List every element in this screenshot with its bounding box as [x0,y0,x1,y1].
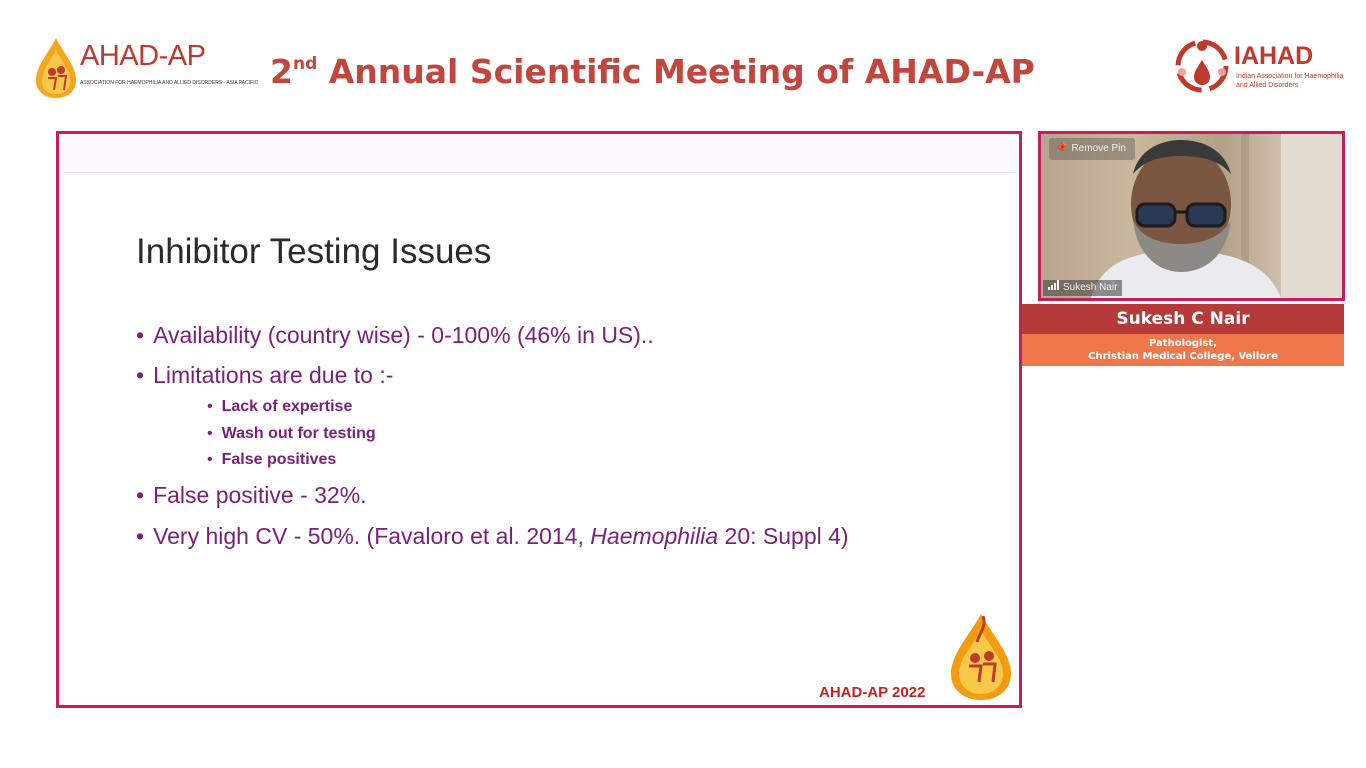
ahad-ap-logo [32,34,259,102]
slide-title: Inhibitor Testing Issues [136,232,492,271]
title-ordinal-suffix: nd [292,54,318,74]
speaker-affiliation-banner [1022,334,1344,366]
iahad-logo-subtitle: Indian Association for Haemophilia and Allied Disorders [1236,73,1344,89]
ahad-ap-logo-subtitle: ASSOCIATION FOR HAEMOPHILIA AND ALLIED DISORDERS - ASIA PACIFIC [80,80,259,86]
bullet-false-positive: • False positive - 32%. [136,482,367,508]
iahad-logo [1172,36,1352,98]
speaker-affiliation: Christian Medical College, Vellore [1088,351,1278,362]
participant-name-tag [1043,280,1122,296]
bullet-high-cv: • Very high CV - 50%. (Favaloro et al. 2014, Haemophilia 20: Suppl 4) [136,523,849,549]
speaker-name-banner: Sukesh C Nair [1022,304,1344,334]
sub-bullet-washout: • Wash out for testing [207,425,376,442]
iahad-logo-text: IAHAD [1234,42,1314,70]
speaker-video-tile[interactable] [1038,131,1345,301]
journal-name: Haemophilia [590,523,719,549]
slide-footer-tag: AHAD-AP 2022 [819,684,926,701]
bullet-availability: • Availability (country wise) - 0-100% (46% in US).. [136,322,654,348]
speaker-role: Pathologist, [1149,338,1217,349]
ahad-ap-logo-text: AHAD-AP [80,40,206,72]
pin-icon: 📌 [1055,143,1068,154]
participant-name: Sukesh Nair [1063,282,1118,293]
remove-pin-label: Remove Pin [1071,143,1126,154]
flame-drop-icon [34,36,78,100]
bullet-limitations: • Limitations are due to :- [136,362,394,388]
sub-bullet-false-positives: • False positives [207,451,337,468]
flame-drop-icon [949,612,1013,702]
iahad-emblem-icon [1172,36,1232,96]
title-ordinal: 2 [270,52,293,91]
title-text: Annual Scientific Meeting of AHAD-AP [317,52,1035,91]
remove-pin-button[interactable] [1049,138,1135,160]
sub-bullet-expertise: • Lack of expertise [207,398,353,415]
meeting-title [270,52,1035,91]
presentation-slide [56,131,1022,708]
signal-bars-icon [1048,280,1060,290]
